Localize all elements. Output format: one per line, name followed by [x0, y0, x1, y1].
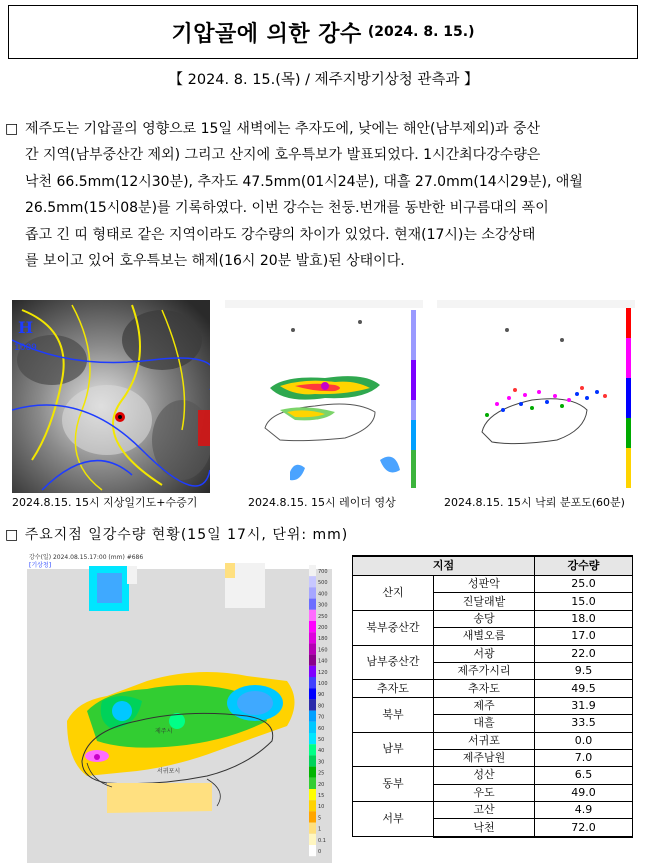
station-cell: 제주 [434, 697, 535, 714]
rainfall-cell: 0.0 [535, 732, 633, 749]
region-cell: 남부중산간 [353, 645, 434, 680]
lightning-caption: 2024.8.15. 15시 낙뢰 분포도(60분) [444, 496, 625, 509]
scale-swatch [309, 643, 316, 654]
high-pressure-label: H [18, 318, 34, 337]
station-cell: 고산 [434, 802, 535, 819]
radar-image [225, 300, 423, 493]
title-date: (2024. 8. 15.) [367, 24, 475, 40]
scale-label: 80 [318, 703, 325, 710]
station-cell: 성판악 [434, 576, 535, 593]
scale-label: 30 [318, 759, 325, 766]
rainfall-cell: 31.9 [535, 697, 633, 714]
intro-line-1 [5, 116, 637, 142]
scale-label: 1 [318, 826, 322, 833]
table-row [353, 610, 633, 627]
rainfall-cell: 22.0 [535, 645, 633, 662]
radar-caption: 2024.8.15. 15시 레이더 영상 [248, 496, 396, 509]
scale-label: 90 [318, 692, 325, 699]
intro-line-6: 를 보이고 있어 호우특보는 해제(16시 20분 발효)된 상태이다. [25, 253, 405, 270]
table-row [353, 802, 633, 819]
scale-swatch [309, 823, 316, 834]
station-cell: 낙천 [434, 819, 535, 837]
table-row [353, 576, 633, 593]
station-cell: 새별오름 [434, 628, 535, 645]
table-row [353, 732, 633, 749]
scale-label: 250 [318, 613, 328, 620]
column-header-rainfall: 강수량 [535, 556, 633, 576]
intro-paragraph [5, 116, 637, 274]
scale-label: 140 [318, 658, 328, 665]
scale-swatch [309, 845, 316, 856]
scale-swatch [309, 800, 316, 811]
table-row [353, 645, 633, 662]
column-header-station: 지점 [353, 556, 535, 576]
scale-label: 160 [318, 647, 328, 654]
scale-swatch [309, 587, 316, 598]
scale-swatch [309, 755, 316, 766]
region-cell: 동부 [353, 767, 434, 802]
scale-label: 70 [318, 714, 325, 721]
bullet-square-icon: □ [5, 527, 20, 543]
place-label-jeju: 제주시 [155, 728, 173, 735]
station-cell: 진달래밭 [434, 593, 535, 610]
rainfall-cell: 17.0 [535, 628, 633, 645]
scale-label: 120 [318, 669, 328, 676]
intro-line-3: 낙천 66.5mm(12시30분), 추자도 47.5mm(01시24분), 대흘 27.0mm(14시29분), 애월 [25, 173, 583, 190]
rainfall-cell: 49.0 [535, 784, 633, 801]
scale-swatch [309, 811, 316, 822]
region-cell: 남부 [353, 732, 434, 767]
station-cell: 송당 [434, 610, 535, 627]
scale-swatch [309, 688, 316, 699]
rainfall-cell: 6.5 [535, 767, 633, 784]
region-cell: 서부 [353, 802, 434, 837]
rainfall-cell: 4.9 [535, 802, 633, 819]
table-row [353, 697, 633, 714]
station-cell: 성산 [434, 767, 535, 784]
scale-label: 20 [318, 781, 325, 788]
kma-tag: [기상청] [29, 562, 52, 569]
scale-swatch [309, 655, 316, 666]
rainfall-cell: 7.0 [535, 749, 633, 766]
station-cell: 서귀포 [434, 732, 535, 749]
scale-swatch [309, 666, 316, 677]
scale-label: 180 [318, 636, 328, 643]
scale-label: 200 [318, 625, 328, 631]
place-label-seogwipo: 서귀포시 [157, 768, 181, 775]
scale-label: 400 [318, 591, 328, 598]
scale-label: 100 [318, 681, 328, 687]
section-2-heading [5, 524, 348, 544]
station-cell: 대흘 [434, 715, 535, 732]
station-cell: 서광 [434, 645, 535, 662]
surface-chart-caption: 2024.8.15. 15시 지상일기도+수증기 [12, 496, 198, 509]
scale-label: 5 [318, 815, 322, 822]
scale-swatch [309, 722, 316, 733]
scale-label: 15 [318, 793, 325, 799]
high-pressure-value: 1009 [14, 343, 37, 353]
station-cell: 제주가시리 [434, 662, 535, 679]
scale-label: 0 [318, 849, 322, 855]
intro-line-2: 간 지역(남부중산간 제외) 그리고 산지에 호우특보가 발표되었다. 1시간최다강수량은 [25, 147, 541, 164]
rainfall-cell: 72.0 [535, 819, 633, 837]
table-row [353, 767, 633, 784]
daily-rainfall-map [27, 551, 332, 863]
intro-line-4: 26.5mm(15시08분)를 기록하였다. 이번 강수는 천둥.번개를 동반한 비구름대의 폭이 [25, 200, 549, 217]
rainfall-cell: 18.0 [535, 610, 633, 627]
bullet-square-icon: □ [5, 121, 19, 137]
scale-label: 50 [318, 737, 325, 743]
scale-label: 10 [318, 804, 325, 811]
rainfall-cell: 15.0 [535, 593, 633, 610]
region-cell: 산지 [353, 576, 434, 611]
page-title: 기압골에 의한 강수 [171, 21, 362, 47]
scale-swatch [309, 744, 316, 755]
section-2-title: 주요지점 일강수량 현황(15일 17시, 단위: mm) [24, 527, 349, 543]
rainfall-cell: 9.5 [535, 662, 633, 679]
scale-swatch [309, 610, 316, 621]
intro-line-5: 좁고 긴 띠 형태로 같은 지역이라도 강수량의 차이가 있었다. 현재(17시)는 소강상태 [25, 226, 536, 243]
station-cell: 추자도 [434, 680, 535, 697]
rainfall-cell: 33.5 [535, 715, 633, 732]
station-cell: 제주남원 [434, 749, 535, 766]
scale-swatch [309, 576, 316, 587]
scale-label: 60 [318, 725, 325, 732]
scale-swatch [309, 711, 316, 722]
scale-swatch [309, 621, 316, 632]
scale-label: 500 [318, 580, 328, 587]
title-box [8, 5, 638, 59]
region-cell: 추자도 [353, 680, 434, 697]
region-cell: 북부중산간 [353, 610, 434, 645]
scale-label: 25 [318, 770, 325, 777]
scale-swatch [309, 733, 316, 744]
scale-label: 0.1 [318, 837, 326, 844]
scale-swatch [309, 767, 316, 778]
scale-swatch [309, 632, 316, 643]
map-header: 강수(일) 2024.08.15.17:00 (mm) #686 [29, 554, 144, 561]
scale-swatch [309, 677, 316, 688]
table-row [353, 680, 633, 697]
surface-chart-image [12, 300, 210, 493]
rainfall-cell: 25.0 [535, 576, 633, 593]
scale-label: 300 [318, 602, 328, 609]
scale-swatch [309, 565, 316, 576]
scale-swatch [309, 778, 316, 789]
table-header-row [353, 556, 633, 576]
rainfall-cell: 49.5 [535, 680, 633, 697]
scale-swatch [309, 834, 316, 845]
scale-swatch [309, 699, 316, 710]
region-cell: 북부 [353, 697, 434, 732]
scale-swatch [309, 599, 316, 610]
rainfall-table [352, 555, 633, 838]
scale-swatch [309, 789, 316, 800]
station-cell: 우도 [434, 784, 535, 801]
intro-line-text: 제주도는 기압골의 영향으로 15일 새벽에는 추자도에, 낮에는 해안(남부제외)과 중산 [25, 121, 541, 137]
issuer-line: 【 2024. 8. 15.(목) / 제주지방기상청 관측과 】 [168, 72, 479, 88]
scale-label: 700 [318, 569, 328, 575]
lightning-map-image [437, 300, 635, 493]
scale-label: 40 [318, 748, 325, 755]
